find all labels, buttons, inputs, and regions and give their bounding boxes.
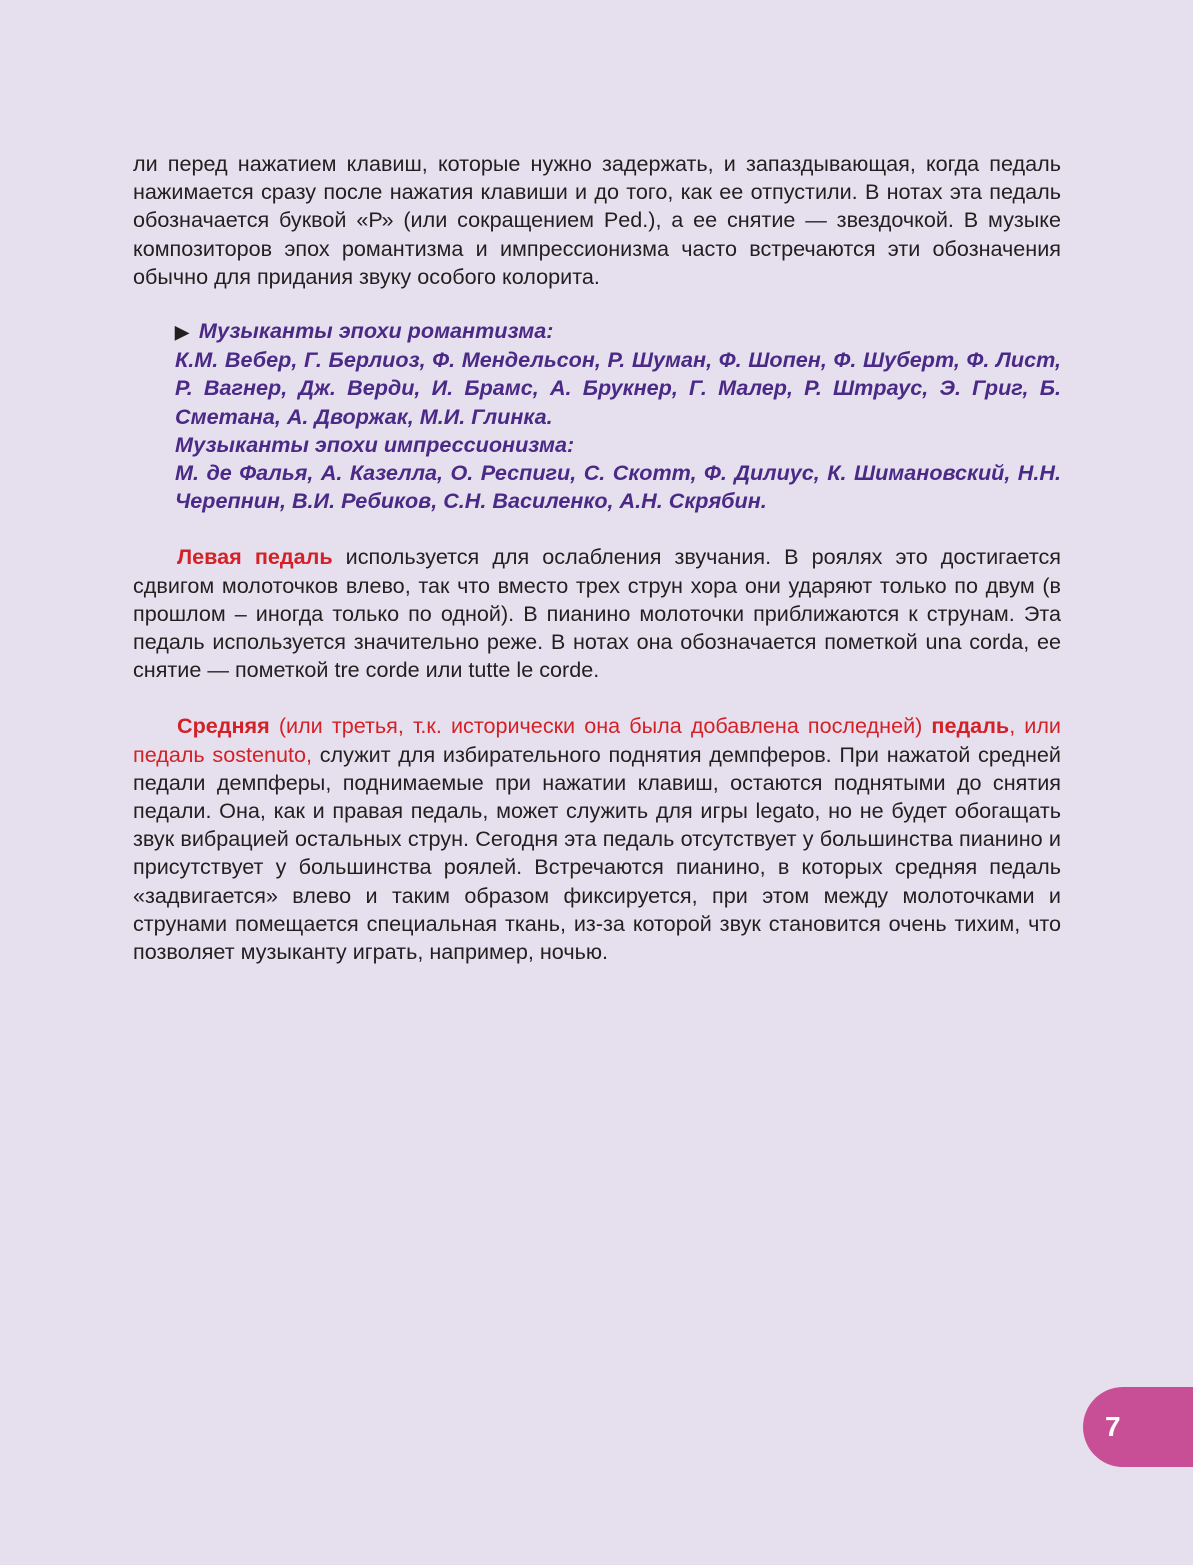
impressionism-title: Музыканты эпохи импрессионизма:: [175, 431, 575, 457]
paragraph-middle-pedal: [133, 712, 1061, 966]
term-middle: Средняя: [177, 713, 270, 739]
term-left-pedal: Левая педаль: [177, 544, 333, 570]
page-number-tab: [1083, 1387, 1193, 1467]
callout-romanticism-heading: [175, 317, 1061, 346]
paragraph-left-pedal: [133, 543, 1061, 684]
romanticism-title: Музыканты эпохи романтизма:: [198, 318, 554, 344]
left-pedal-text: используется для ослабления звучания. В роялях это достигается сдвигом молоточков влево, так что вместо трех струн хора они ударяют только по двум (в прошлом – иногда только по одной). В пианино молоточки приближаются к струнам. Эта педаль используется значительно реже. В нотах она обозначается пометкой una corda, ее снятие — пометкой tre corde или tutte le corde.: [133, 544, 1061, 683]
callout-composers: [175, 317, 1061, 515]
impressionism-list: М. де Фалья, А. Казелла, О. Респиги, С. Скотт, Ф. Дилиус, К. Шимановский, Н.Н. Черепнин, В.И. Ребиков, С.Н. Василенко, А.Н. Скрябин.: [175, 460, 1061, 514]
term-pedal: педаль: [931, 713, 1010, 739]
middle-pedal-note: (или третья, т.к. исторически она была добавлена последней): [269, 713, 932, 739]
sostenuto-alias: , или педаль sostenuto,: [133, 713, 1061, 767]
triangle-bullet-icon: ▶: [175, 322, 189, 343]
page-number: 7: [1105, 1411, 1121, 1442]
paragraph-sustain-pedal: ли перед нажатием клавиш, которые нужно задержать, и запаздывающая, когда педаль нажимается сразу после нажатия клавиши и до того, как ее отпустили. В нотах эта педаль обозначается буквой «Р» (или сокращением Ped.), а ее снятие — звездочкой. В музыке композиторов эпох романтизма и импрессионизма часто встречаются эти обозначения обычно для придания звуку особого колорита.: [133, 151, 1061, 289]
body-text: [133, 150, 1061, 966]
romanticism-list: К.М. Вебер, Г. Берлиоз, Ф. Мендельсон, Р. Шуман, Ф. Шопен, Ф. Шуберт, Ф. Лист, Р. Вагнер, Дж. Верди, И. Брамс, А. Брукнер, Г. Малер, Р. Штраус, Э. Григ, Б. Сметана, А. Дворжак, М.И. Глинка.: [175, 347, 1061, 429]
middle-pedal-text: служит для избирательного поднятия демпферов. При нажатой средней педали демпферы, поднимаемые при нажатии клавиш, остаются поднятыми до снятия педали. Она, как и правая педаль, может служить для игры legato, но не будет обогащать звук вибрацией остальных струн. Сегодня эта педаль отсутствует у большинства пианино и присутствует у большинства роялей. Встречаются пианино, в которых средняя педаль «задвигается» влево и таким образом фиксируется, при этом между молоточками и струнами помещается специальная ткань, из-за которой звук становится очень тихим, что позволяет музыканту играть, например, ночью.: [133, 741, 1061, 965]
